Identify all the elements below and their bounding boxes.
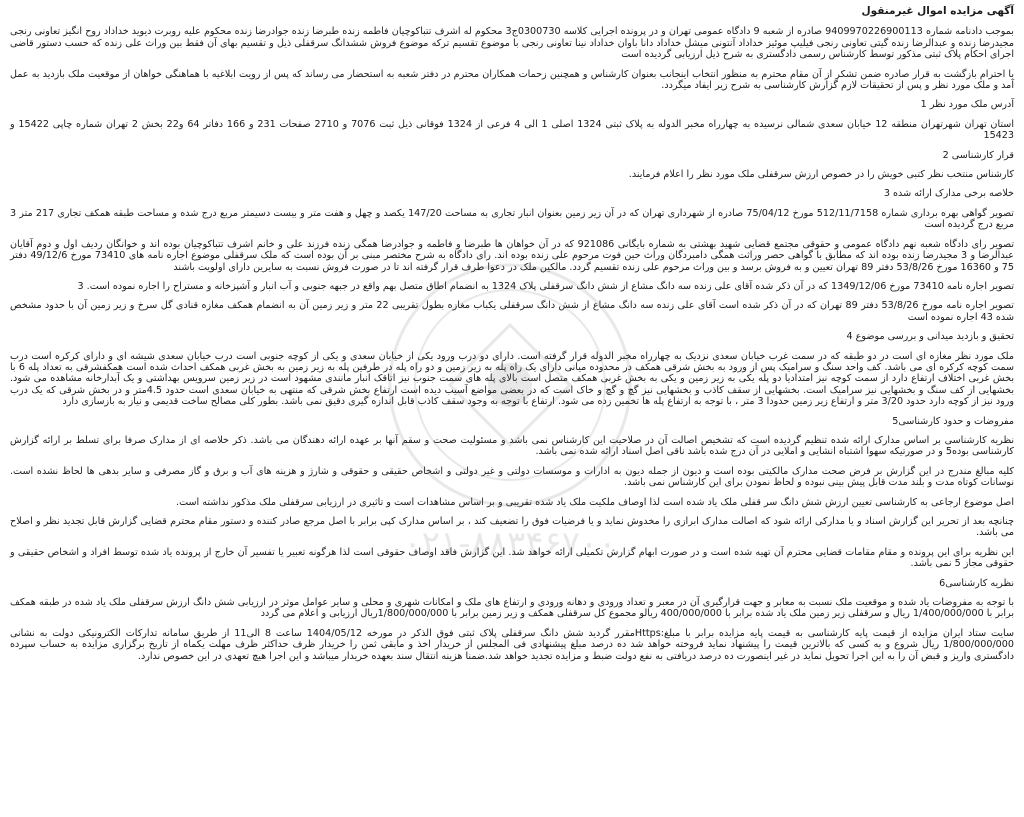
assumption-item: اصل موضوع ارجاعی به کارشناسی تعیین ارزش شش دانگ سر قفلی ملک یاد شده است لذا اوصاف ملکیت ملک یاد شده تقریبی و بر اساس مشاهدات است و تاثیری در ارزیابی سرقفلی ملک مذکور نداشته است. (176, 496, 1014, 508)
assumptions-heading: مفروضات و حدود کارشناسی5 (892, 415, 1014, 427)
intro-paragraph: بموجب دادنامه شماره 9409970226900113 صادره از شعبه 9 دادگاه عمومی تهران و در پرونده اجرایی کلاسه 0300730ج3 محکوم له اشرف تتباکوچیان فاطمه زنده طبرضا زنده جوادرضا زنده محکوم علیه روبرت دیوید خداداد روح انگیز تعاونی رنجی مجیدرضا زنده و عبدالرضا زنده گیتی تعاونی رنجی فیلیپ موئیز خداداد آنتونی میشل خداداد دانا باوان خداداد نینا تعاونی رنجی با موضوع تقسیم ترکه موضوع فروش ششدانگ سرقفلی ذیل و تقسیم بهای آن فقط بین وراث علی زنده که حسب دستور قاضی اجرای احکام پلاک ثبتی مذکور توسط کارشناس رسمی دادگستری به شرح ذیل ارزیابی گردیده است (10, 26, 1014, 61)
respect-paragraph: با احترام بازگشت به قرار صادره ضمن تشکر از آن مقام محترم به منظور انتخاب اینجانب بعنوان کارشناس و همچنین زحمات همکاران محترم در دفتر شعبه به استحضار می رساند که پس از رویت ابلاغیه با هماهنگی خواهان از موقعیت ملک بازدید به عمل آمد و ملک مورد نظر و پس از تحقیقات لازم گزارش کارشناسی به شرح زیر ایفاد میگردد. (10, 68, 1014, 92)
survey-paragraph: ملک مورد نظر مغازه ای است در دو طبقه که در سمت غرب خیابان سعدی نزدیک به چهارراه مخبر الدوله قرار گرفته است. دارای دو درب ورود یکی از خیابان سعدی و یکی از کوچه جنوبی است درب خیابان سعدی شیشه ای و دارای کرکره است درب سمت کوچه کرکره ای می باشد. کف واحد سنگ و سرامیک پس از ورود به بخش شرقی همکف در محدوده میانی دارای یک راه پله به زیر زمین و دو راه پله در طرفین پله به زیر زمین به بخش غربی همکف احداث شده است همکفشرقی به تعداد پله 6 با بخش غربی اختلاف ارتفاع دارد از سمت کوچه نیز امتدادیا دو پله یکی به زیر زمین و یکی به بخش غربی همکف متصل است بالای پله های سمت جنوب نیز اتاقک انبار مانندی مشهود است در زیر زمین سرویس بهداشتی و یک آبدارخانه مشاهده می شود. بخشهایی از کف سنگ و بخشهایی نیز سرامیک است. بخشهایی از سقف کاذب و بخشهایی نیز گچ و گچ و خاک است که در بعضی مواضع آسیب دیده است ارتفاع بخش شرقی که منتهی به خیابان سعدی است حدود 4.5متر و در بخش شرقی که یک درب ورود نیز از کوچه دارد حدود 3/20 متر و ارتفاع زیر زمین حدودا 3 متر ، با توجه به ارتفاع پله ها تخمین زده می شود. ارتفاع با توجه به وجود سقف کاذب قابل اندازه گیری دقیق نمی باشد. بطور کلی مصالح ساخت قدیمی و نیاز به بازسازی دارد (10, 350, 1014, 408)
assumption-item: این نظریه برای این پرونده و مقام مقامات قضایی محترم آن تهیه شده است و در صورت ابهام گزارش تکمیلی ارائه خواهد شد. این گزارش فاقد اوصاف حقوقی است لذا هرگونه تعبیر یا تفسیر آن خارج از پرونده یاد شده توسط افراد و اشخاص حقیقی و حقوقی مجاز 5 نمی باشد. (10, 546, 1014, 570)
document-item: تصویر اجاره نامه مورخ 53/8/26 دفتر 89 تهران که در آن ذکر شده است آقای علی زنده سه دانگ مشاع از شش دانگ سرقفلی یکباب مغازه بطول تقریبی 22 متر و زیر زمین آن به انضمام همکف مغازه قنادی گل سرخ و زیر زمین آن با حدود مشخص شده 43 اجاره نموده است (10, 300, 1014, 323)
order-heading: قرار کارشناسی 2 (942, 149, 1014, 161)
address-heading: آدرس ملک مورد نظر 1 (920, 99, 1014, 111)
address-paragraph: استان تهران شهرتهران منطقه 12 خیابان سعدی شمالی نرسیده به چهارراه مخبر الدوله به پلاک ثبتی 1324 اصلی 1 الی 4 فرعی از 1324 فوقانی ذیل ثبت 7076 و 2710 صفحات 231 و 166 دفاتر 64 و22 بخش 2 تهران شماره چاپی 15422 و 15423 (10, 118, 1014, 142)
closing-paragraph: سایت ستاد ایران مزایده از قیمت پایه کارشناسی به قیمت پایه مزایده برابر با مبلغ:Httpsمقرر گردید شش دانگ سرقفلی پلاک ثبتی فوق الذکر در مورخه 1404/05/12 ساعت 8 الی11 از طریق سامانه تدارکات الکترونیکی دولت به نشانی 1/800/000/000 ریال شروع و به کسی که بالاترین قیمت را پیشنهاد نماید فروخته خواهد شد ده درصد مبلغ پیشنهادی فی المجلس از خریدار اخذ و مابقی ثمن را خریدار ظرف حداکثر ظرف مهلت یکماه از تاریخ برگزاری مزایده به حساب سپرده دادگستری واریز و قبض آن را به این اجرا تحویل نماید در غیر اینصورت ده درصد دریافتی به نفع دولت ضبط و مزایده تجدید خواهد شد.ضمنا هزینه انتقال سند بعهده خریدار میباشد و این اجرا هیچ تعهدی در این خصوص ندارد. (10, 627, 1015, 662)
assumption-item: چنانچه بعد از تحریر این گزارش اسناد و یا مدارکی ارائه شود که اصالت مدارک ابرازی را مخدوش نماید و یا فرضیات فوق را تضعیف کند ، بر اساس مدارک کپی برابر با اصل مرجع صادر کننده و دستور مقام محترم قضایی گزارش قابل تجدید نظر و اصلاح می باشد. (10, 516, 1014, 539)
survey-heading: تحقیق و بازدید میدانی و بررسی موضوع 4 (846, 331, 1014, 343)
documents-heading: خلاصه برخی مدارک ارائه شده 3 (883, 188, 1014, 200)
opinion-heading: نظریه کارشناسی6 (939, 577, 1014, 589)
page-title: آگهی مزایده اموال غیرمنقول (861, 5, 1014, 17)
document-item: تصویر اجاره نامه 73410 مورخ 1349/12/06 که در آن ذکر شده آقای علی زنده سه دانگ مشاع از شش دانگ سرقفلی پلاک 1324 به انضمام اطاق متصل بهم واقع در جبهه جنوبی و آب انبار و آشپزخانه و مستراح را اجاره نموده است. 3 (77, 280, 1014, 292)
assumption-item: نظریه کارشناسی بر اساس مدارک ارائه شده تنظیم گردیده است که تشخیص اصالت آن در صلاحیت این کارشناس نمی باشد و مسئولیت صحت و سقم آنها بر عهده ارائه دهندگان می باشد. ذکر خلاصه ای از مدارک صرفا برای تسلط بر ارائه گزارش کارشناسی بوده5 و در صورتیکه سهوا اشتباه انشایی و املایی در آن درج شده باشد ناقی اصل اسناد ارائه شده نمی باشد. (10, 434, 1014, 458)
svg-text:۰۲۱-۸۸۳۴۶۷۰۰: ۰۲۱-۸۸۳۴۶۷۰۰ (403, 524, 617, 564)
document-item: تصویر رای دادگاه شعبه نهم دادگاه عمومی و حقوقی مجتمع قضایی شهید بهشتی به شماره بایگانی 921086 که در آن خواهان ها طبرضا و فاطمه و جوادرضا همگی زنده فرزند علی و خانم اشرف تتباکوچیان بوده اند و خوانگان ردیف اول و دوم آقایان عبدالرضا و 3 مجیدرضا زنده بوده اند که مطابق با گواهی حصر وراثت همگی دامبردگان وراث حین فوت مرحوم علی زنده بوده اند. رای دادگاه به شرح مختصر مبنی بر آن بوده است که ملک سرقفلی موضوع اجاره نامه های 73410 مورخ 49/12/6 دفتر 75 و 16360 مورخ 53/8/26 دفتر 89 تهران تعیین و به فروش برسد و بین وراث مرحوم علی زنده تقسیم گردد. مالکین ملک در دعوا طرف قرار گرفته اند تا در صورت فروش نسبت به سایرین دارای اولویت باشند (10, 238, 1014, 273)
opinion-paragraph: با توجه به مفروضات یاد شده و موقعیت ملک نسبت به معابر و جهت قرارگیری آن در معبر و تعداد ورودی و دهانه ورودی و ارتفاع های ملک و امکانات شهری و محلی و سایر عوامل موثر در ارزیابی شش دانگ ارزش سرقفلی ملک یاد شده در طبقه همکف برابر با 1/400/000/000 ریال و سرقفلی زیر زمین ملک یاد شده برابر با 400/000/000 ریالو مجموع کل سرقفلی همکف و زیر زمین برابر با 1/800/000/000ریال ارزیابی و اعلام می گردد (10, 597, 1014, 620)
assumption-item: کلیه مبالغ مندرج در این گزارش بر فرض صحت مدارک مالکیتی بوده است و دیون از جمله دیون به ادارات و موسسات دولتی و غیر دولتی و اشخاص حقیقی و حقوقی و شارژ و هزینه های آب و برق و گاز مصرفی و سایر بدهی ها لحاظ نشده است. نوسانات کوتاه مدت و بلند مدت قابل پیش بینی نبوده و لحاظ نمودن برای این کارشناس نمی باشد. (10, 465, 1014, 489)
order-paragraph: کارشناس منتخب نظر کتبی خویش را در خصوص ارزش سرقفلی ملک مورد نظر را اعلام فرمایند. (628, 169, 1014, 181)
document-item: تصویر گواهی بهره برداری شماره 512/11/7158 مورخ 75/04/12 صادره از شهرداری تهران که در آن زیر زمین بعنوان انبار تجاری به مساحت 147/20 یکصد و چهل و هفت متر و بیست دسیمتر مربع درج شده و مساحت طبقه همکف تجاری 217 متر 3 مربع درج گردیده است (10, 207, 1014, 231)
